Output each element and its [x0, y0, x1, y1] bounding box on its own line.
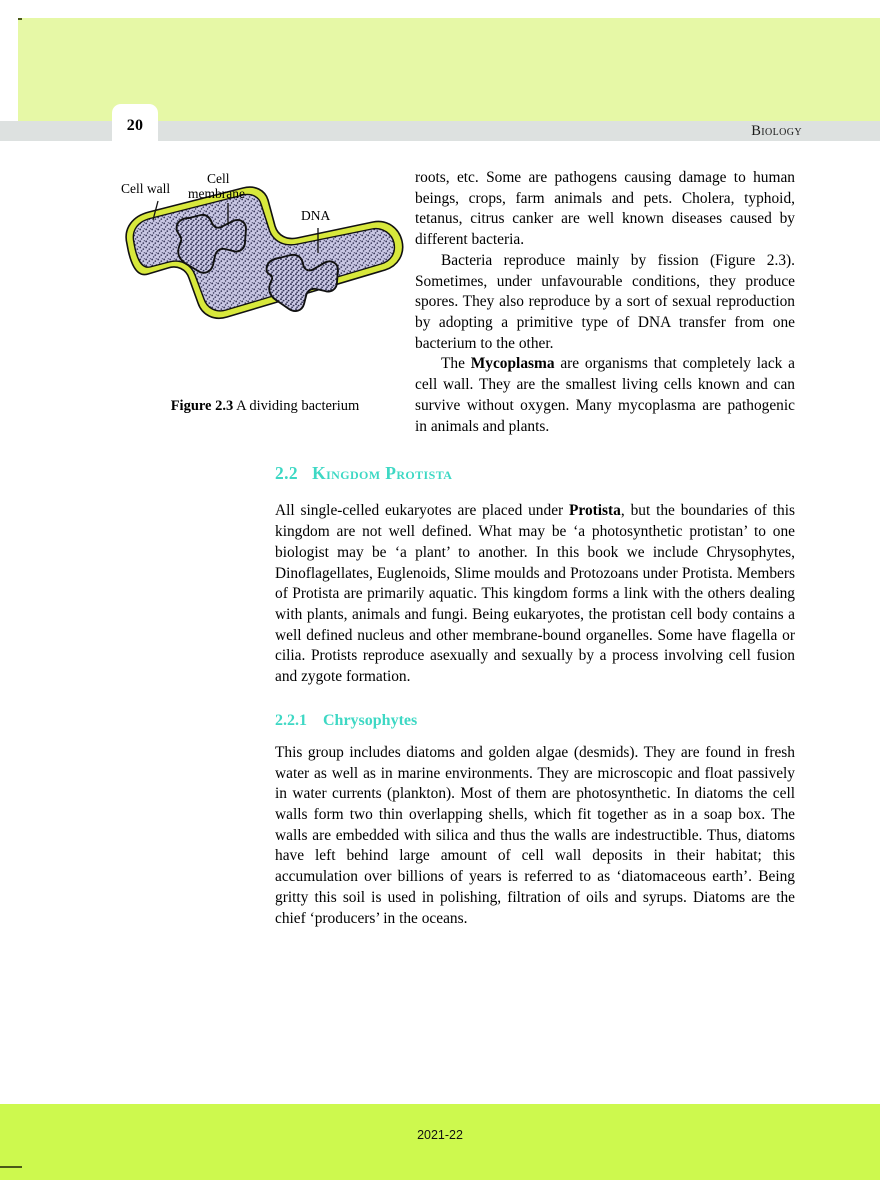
paragraph-bacteria-diseases: roots, etc. Some are pathogens causing damage to human beings, crops, farm animals and pets. Cholera, typhoid, tetanus, citrus canker are well known diseases caused by different bacteria.	[415, 169, 795, 249]
left-page-edge	[0, 0, 18, 1180]
subsection-heading-2-2-1	[275, 712, 795, 730]
figure-caption-label: Figure 2.3	[170, 398, 234, 414]
subsection-title-2-2-1: Chrysophytes	[323, 711, 418, 729]
page-content	[121, 168, 795, 929]
figure-caption	[115, 398, 415, 415]
mycoplasma-text-pre: The	[441, 355, 471, 373]
dividing-bacterium-illustration	[115, 168, 415, 396]
protista-text-post: , but the boundaries of this kingdom are not well defined. What may be ‘a photosynthetic protistan’ to one biologist may be ‘a plant’ to another. In this book we include Chrysophytes, Dinoflagellates, Euglenoids, Slime moulds and Protozoans under Protista. Members of Protista are primarily aquatic. This kingdom forms a link with the others dealing with plants, animals and fungi. Being eukaryotes, the protistan cell body contains a well defined nucleus and other membrane-bound organelles. Some have flagella or cilia. Protists reproduce asexually and sexually by a process involving cell fusion and zygote formation.	[275, 502, 795, 686]
running-head-title: Biology	[751, 123, 802, 139]
cell-membrane-label-line2: membrane	[188, 186, 245, 201]
subsection-number-2-2-1: 2.2.1	[275, 711, 307, 729]
dna-label: DNA	[301, 208, 331, 223]
protista-text-pre: All single-celled eukaryotes are placed under	[275, 502, 569, 520]
footer-corner-rule	[0, 1166, 22, 1168]
paragraph-chrysophytes: This group includes diatoms and golden algae (desmids). They are found in fresh water as well as in marine environments. They are microscopic and float passively in water currents (plankton). Most of them are photosynthetic. In diatoms the cell walls form two thin overlapping shells, which fit together as in a soap box. The walls are embedded with silica and thus the walls are indestructible. Thus, diatoms have left behind large amount of cell wall deposits in their habitat; this accumulation over billions of years is referred to as ‘diatomaceous earth’. Being gritty this soil is used in polishing, filtration of oils and syrups. Diatoms are the chief ‘producers’ in the oceans.	[275, 743, 795, 927]
footer-year: 2021-22	[417, 1128, 463, 1142]
protista-term: Protista	[569, 502, 621, 520]
cell-wall-label: Cell wall	[121, 181, 171, 196]
section-title-2-2: Kingdom Protista	[312, 463, 453, 484]
bacterium-diagram	[115, 168, 415, 396]
figure-2-3	[115, 168, 415, 415]
section-heading-2-2	[275, 463, 795, 484]
paragraph-bacteria-reproduction: Bacteria reproduce mainly by fission (Figure 2.3). Sometimes, under unfavourable conditions, they produce spores. They also reproduce by a sort of sexual reproduction by adopting a primitive type of DNA transfer from one bacterium to the other.	[415, 251, 795, 352]
footer-color-band	[0, 1104, 880, 1180]
section-number-2-2: 2.2	[275, 463, 299, 484]
mycoplasma-text-post: are organisms that completely lack a cell wall. They are the smallest living cells known and can survive without oxygen. Many mycoplasma are pathogenic in animals and plants.	[415, 355, 795, 435]
paragraph-protista	[275, 501, 795, 687]
page-number: 20	[126, 117, 144, 134]
page-number-tab	[112, 104, 158, 141]
cell-membrane-label-line1: Cell	[207, 171, 230, 186]
mycoplasma-term: Mycoplasma	[470, 355, 555, 373]
figure-caption-text: A dividing bacterium	[236, 398, 360, 414]
